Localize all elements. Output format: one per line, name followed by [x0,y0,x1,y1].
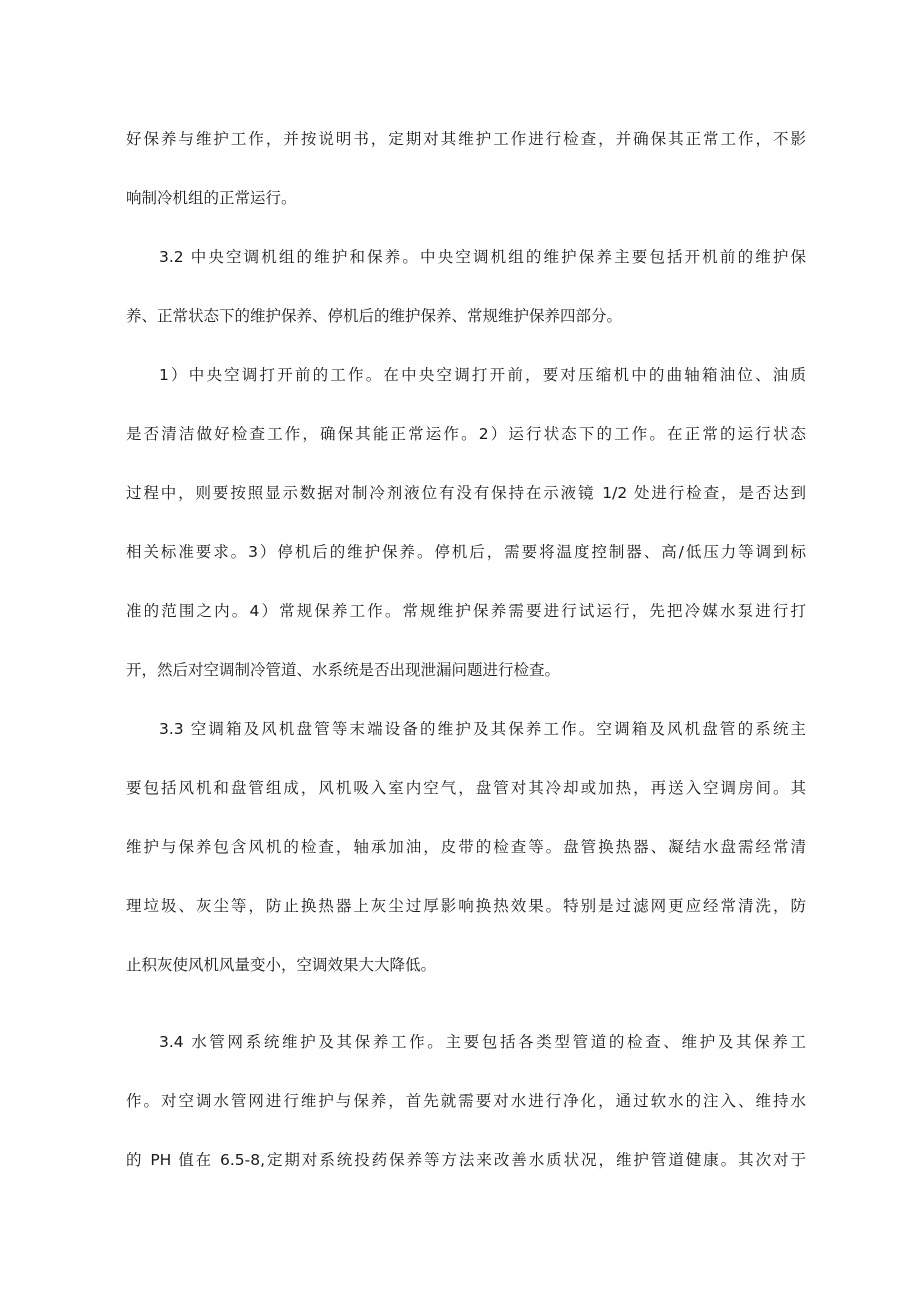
text-line: 止积灰使风机风量变小，空调效果大大降低。 [126,956,437,974]
section-heading-line: 3.4 水管网系统维护及其保养工作。主要包括各类型管道的检查、维护及其保养工 [159,1033,806,1051]
text-line: 相关标准要求。3）停机后的维护保养。停机后，需要将温度控制器、高/低压力等调到标 [126,543,806,561]
text-line: 维护与保养包含风机的检查，轴承加油，皮带的检查等。盘管换热器、凝结水盘需经常清 [126,838,806,856]
text-line: 过程中，则要按照显示数据对制冷剂液位有没有保持在示液镜 1/2 处进行检查，是否达到 [126,484,806,502]
text-line: 理垃圾、灰尘等，防止换热器上灰尘过厚影响换热效果。特别是过滤网更应经常清洗，防 [126,897,806,915]
section-heading-line: 3.2 中央空调机组的维护和保养。中央空调机组的维护保养主要包括开机前的维护保 [159,248,806,266]
text-line: 作。对空调水管网进行维护与保养，首先就需要对水进行净化，通过软水的注入、维持水 [126,1092,806,1110]
section-heading-line: 3.3 空调箱及风机盘管等末端设备的维护及其保养工作。空调箱及风机盘管的系统主 [159,720,806,738]
text-line: 要包括风机和盘管组成，风机吸入室内空气，盘管对其冷却或加热，再送入空调房间。其 [126,779,806,797]
text-line: 的 PH 值在 6.5-8,定期对系统投药保养等方法来改善水质状况，维护管道健康。其次对于 [126,1151,806,1169]
text-line: 养、正常状态下的维护保养、停机后的维护保养、常规维护保养四部分。 [126,307,623,325]
text-line: 开，然后对空调制冷管道、水系统是否出现泄漏问题进行检查。 [126,661,561,679]
text-line: 1）中央空调打开前的工作。在中央空调打开前，要对压缩机中的曲轴箱油位、油质 [159,366,806,384]
text-line: 好保养与维护工作，并按说明书，定期对其维护工作进行检查，并确保其正常工作，不影 [126,130,806,148]
text-line: 响制冷机组的正常运行。 [126,189,297,207]
text-line: 准的范围之内。4）常规保养工作。常规维护保养需要进行试运行，先把冷媒水泵进行打 [126,602,806,620]
text-line: 是否清洁做好检查工作，确保其能正常运作。2）运行状态下的工作。在正常的运行状态 [126,425,806,443]
